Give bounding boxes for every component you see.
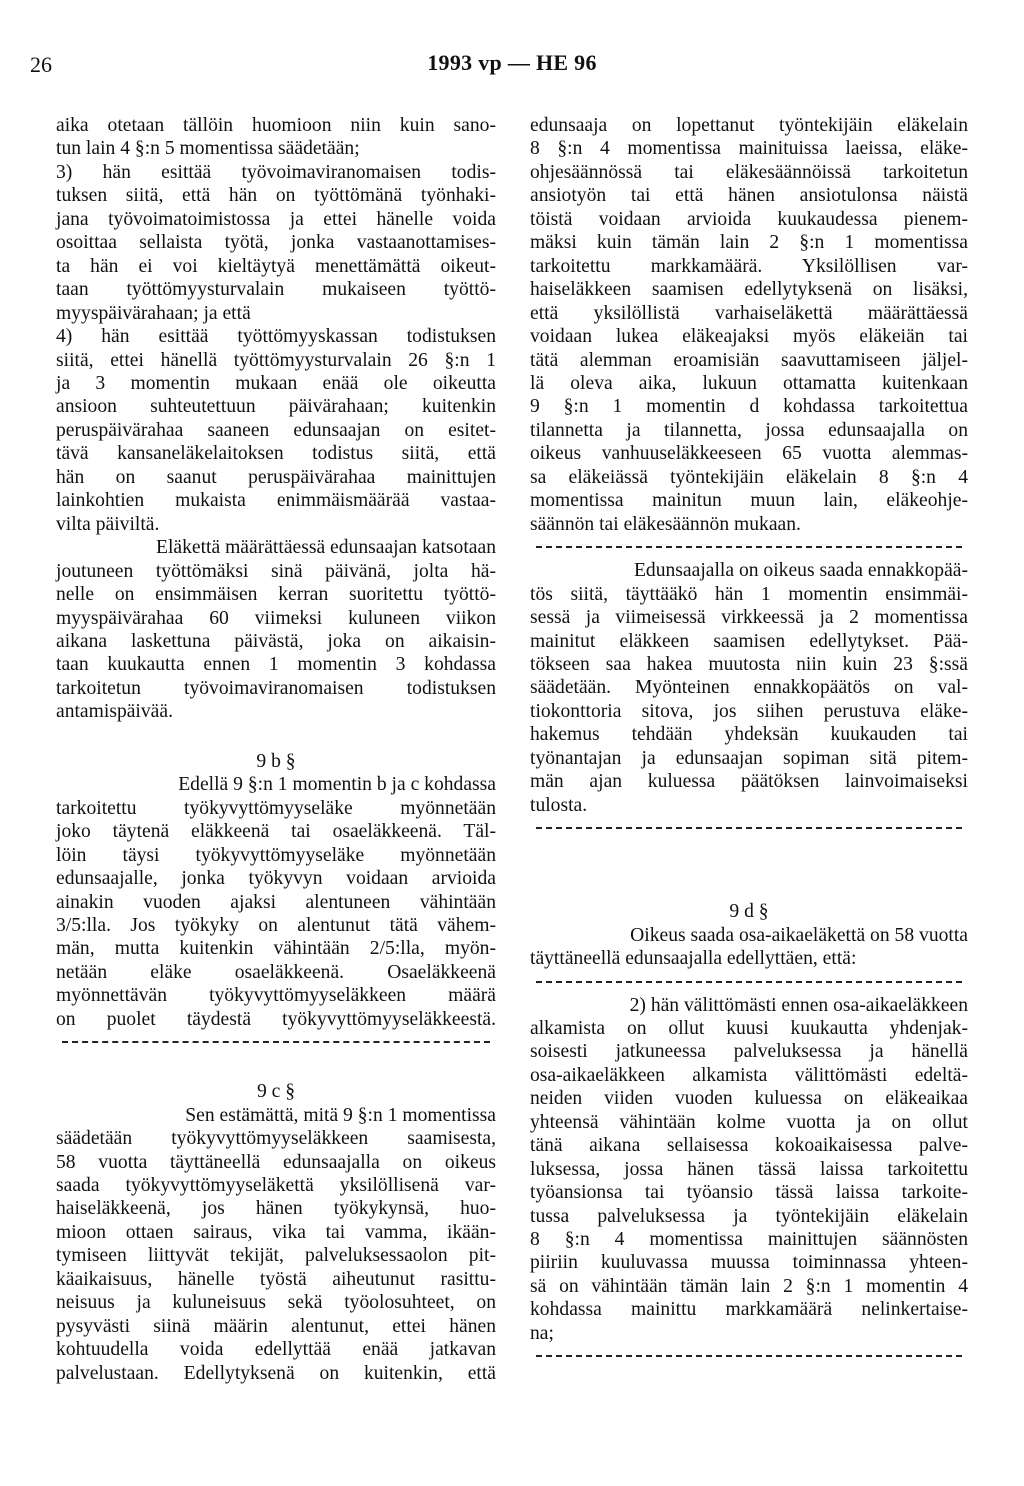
page-number: 26 [30, 52, 52, 77]
text-line: oikeus vanhuuseläkkeeseen 65 vuotta alemmas- [530, 443, 968, 465]
text-line: luksessa, jossa hänen tässä laissa tarkoitettu [530, 1158, 968, 1180]
text-line: lä oleva aika, lukuun ottamatta kuitenkaan [530, 372, 968, 394]
text-line: ja 3 momentin mukaan enää ole oikeutta [56, 372, 496, 394]
text-line: Edellä 9 §:n 1 momentin b ja c kohdassa [178, 774, 496, 796]
text-line: haiseläkkeen saamisen edellytyksenä on lisäksi, [530, 279, 968, 301]
text-line: pysyvästi siinä määrin alentunut, ettei hänen [56, 1315, 496, 1337]
omission-separator [530, 817, 968, 840]
text-line: lainkohtien mukaista enimmäismäärää vastaa- [56, 490, 496, 512]
text-line: tävä kansaneläkelaitoksen todistus siitä, että [56, 443, 496, 465]
text-line: työnantajan ja edunsaajan sopiman sitä pitem- [530, 747, 968, 769]
text-line: ohjesäännössä tai eläkesäännöissä tarkoitetun [530, 161, 968, 183]
omission-separator [530, 1345, 968, 1368]
section-heading: 9 d § [729, 901, 769, 923]
text-line: säädetään. Myönteinen ennakkopäätös on val- [530, 677, 968, 699]
text-line: töistä voidaan arvioida kuukaudessa pienem- [530, 208, 968, 230]
text-line: joutuneen työttömäksi sinä päivänä, jolta hä- [56, 560, 496, 582]
text-line: edunsaajalle, jonka työkyvyn voidaan arvioida [56, 868, 496, 890]
omission-separator [530, 536, 968, 559]
text-line: tös siitä, täyttääkö hän 1 momentin ensimmäi- [530, 583, 968, 605]
text-line: tökseen saa hakea muutosta niin kuin 23 §:ssä [530, 653, 968, 675]
text-line: antamispäivää. [56, 701, 173, 723]
text-line: netään eläke osaeläkkeenä. Osaeläkkeenä [56, 961, 496, 983]
text-line: sä on vähintään tämän lain 2 §:n 1 momentin 4 [530, 1275, 968, 1297]
text-line: 3) hän esittää työvoimaviranomaisen todis- [56, 161, 496, 183]
text-line: ansiotyön tai että hänen ansiotulonsa näistä [530, 185, 968, 207]
text-line: neiden viiden vuoden kuluessa on eläkeaikaa [530, 1088, 968, 1110]
text-line: käaikaisuus, hänelle työstä aiheutunut rasittu- [56, 1268, 496, 1290]
text-line: sessä ja viimeisessä virkkeessä ja 2 momentissa [530, 607, 968, 629]
text-line: 9 §:n 1 momentin d kohdassa tarkoitettua [530, 396, 968, 418]
text-line: peruspäivärahaa saaneen edunsaajan on esitet- [56, 419, 496, 441]
section-heading: 9 c § [256, 1081, 296, 1103]
text-line: tätä alemman eroamisiän saavuttamiseen jäljel- [530, 349, 968, 371]
text-line: 3/5:lla. Jos työkyky on alentunut tätä vähem- [56, 914, 496, 936]
text-line: tun lain 4 §:n 5 momentissa säädetään; [56, 138, 360, 160]
text-line: löin täysi työkyvyttömyyseläke myönnetään [56, 844, 496, 866]
text-line: tarkoitettu työkyvyttömyyseläke myönnetään [56, 797, 496, 819]
text-line: 8 §:n 4 momentissa mainittujen säännösten [530, 1229, 968, 1251]
text-line: soisesti jatkuneessa palveluksessa ja hänellä [530, 1041, 968, 1063]
text-line: joko täytenä eläkkeenä tai osaeläkkeenä. Täl- [56, 821, 496, 843]
text-line: 4) hän esittää työttömyyskassan todistuksen [56, 326, 496, 348]
text-line: yhteensä vähintään kolme vuotta ja on ollut [530, 1111, 968, 1133]
text-line: edunsaaja on lopettanut työntekijäin eläkelain [530, 115, 968, 136]
text-line: tilannetta ja tilannetta, jossa edunsaajalla on [530, 419, 968, 441]
text-line: hän on saanut peruspäivärahaa mainittujen [56, 466, 496, 488]
left-column [56, 114, 496, 1385]
text-line: tarkoitetun työvoimaviranomaisen todistuksen [56, 677, 496, 699]
text-line: täyttäneellä edunsaajalla edellyttäen, että: [530, 948, 857, 970]
text-line: myyspäivärahaa 60 viimeksi kuluneen viikon [56, 607, 496, 629]
text-line: tuksen siitä, että hän on työttömänä työnhaki- [56, 185, 496, 207]
text-line: tarkoitettu markkamäärä. Yksilöllisen var- [530, 255, 968, 277]
text-line: taan työttömyysturvalain mukaiseen työttö- [56, 279, 496, 301]
text-line: työansionsa tai työansio tässä laissa tarkoite- [530, 1182, 968, 1204]
section-heading: 9 b § [256, 750, 296, 772]
text-line: jana työvoimatoimistossa ja ettei hänelle voida [56, 208, 496, 230]
text-line: kohtuudella voida edellyttää enää jatkavan [56, 1339, 496, 1361]
text-line: ta hän ei voi kieltäytyä menettämättä oikeut- [56, 255, 496, 277]
text-line: Eläkettä määrättäessä edunsaajan katsotaan [155, 537, 496, 559]
text-line: Edunsaajalla on oikeus saada ennakkopää- [633, 560, 968, 582]
text-line: män, mutta kuitenkin vähintään 2/5:lla, myön- [56, 938, 496, 960]
text-line: män ajan kuluessa päätöksen lainvoimaiseksi [530, 771, 968, 793]
text-line: tymiseen liittyvät tekijät, palveluksessaolon pit- [56, 1245, 496, 1267]
text-line: ansioon suhteutettuun päivärahaan; kuitenkin [56, 396, 496, 418]
text-line: momentissa mainitun muun lain, eläkeohje- [530, 490, 968, 512]
text-line: siitä, ettei hänellä työttömyysturvalain 26 §:n 1 [56, 349, 496, 371]
text-line: säädetään työkyvyttömyyseläkkeen saamisesta, [56, 1128, 496, 1150]
omission-separator [56, 1031, 496, 1054]
text-line: mainitut eläkkeen saamisen edellytykset. Pää- [530, 630, 968, 652]
text-line: tussa palveluksessa ja työntekijäin eläkelain [530, 1205, 968, 1227]
text-line: 8 §:n 4 momentissa mainituissa laeissa, eläke- [530, 138, 968, 160]
text-line: mioon ottaen sairaus, vika tai vamma, ikään- [56, 1221, 496, 1243]
text-line: tulosta. [530, 794, 588, 816]
text-line: voidaan lukea eläkeajaksi myös eläkeiän tai [530, 326, 968, 348]
text-line: myönnettävän työkyvyttömyyseläkkeen määrä [56, 985, 496, 1007]
text-line: kohdassa mainittu markkamäärä nelinkertaise- [530, 1299, 968, 1321]
text-line: taan kuukautta ennen 1 momentin 3 kohdassa [56, 654, 496, 676]
text-line: na; [530, 1322, 554, 1344]
text-line: osa-aikaeläkkeen alkamista välittömästi edeltä- [530, 1064, 968, 1086]
text-line: on puolet täydestä työkyvyttömyyseläkkeestä. [56, 1008, 496, 1030]
text-line: aika otetaan tällöin huomioon niin kuin sano- [56, 115, 496, 136]
text-line: tiokonttoria sitova, jos siihen perustuva eläke- [530, 700, 968, 722]
text-line: alkamista on ollut kuusi kuukautta yhdenjak- [530, 1017, 968, 1039]
text-line: mäksi kuin tämän lain 2 §:n 1 momentissa [530, 232, 968, 254]
text-line: ainakin vuoden ajaksi alentuneen vähintään [56, 891, 496, 913]
text-line: sa eläkeiässä työntekijäin eläkelain 8 §:n 4 [530, 466, 968, 488]
text-line: piiriin kuuluvassa muussa toiminnassa yhteen- [530, 1252, 968, 1274]
text-line: osoittaa sellaista työtä, jonka vastaanottamises- [56, 232, 496, 254]
text-line: palvelustaan. Edellytyksenä on kuitenkin, että [56, 1362, 496, 1384]
text-line: että yksilöllistä varhaiseläkettä määrättäessä [530, 302, 968, 324]
text-line: 58 vuotta täyttäneellä edunsaajalla on oikeus [56, 1151, 496, 1173]
text-line: tänä aikana sellaisessa kokoaikaisessa palve- [530, 1135, 968, 1157]
text-line: 2) hän välittömästi ennen osa-aikaeläkkeen [629, 994, 968, 1016]
text-line: nelle on ensimmäisen kerran suoritettu työttö- [56, 584, 496, 606]
spacer [56, 1054, 496, 1080]
text-line: Sen estämättä, mitä 9 §:n 1 momentissa [185, 1104, 496, 1126]
running-header: 1993 vp — HE 96 [427, 50, 597, 75]
text-line: haiseläkkeenä, jos hänen työkykynsä, huo- [56, 1198, 496, 1220]
text-line: vilta päiviltä. [56, 513, 160, 535]
text-line: hakemus tehdään yhdeksän kuukauden tai [530, 724, 968, 746]
text-line: aikana laskettuna päivästä, joka on aikaisin- [56, 630, 496, 652]
text-line: saada työkyvyttömyyseläkettä yksilöllisenä var- [56, 1175, 496, 1197]
omission-separator [530, 971, 968, 994]
text-line: säännön tai eläkesäännön mukaan. [530, 513, 801, 535]
text-line: neisuus ja kuluneisuus sekä työolosuhteet, on [56, 1292, 496, 1314]
spacer [530, 840, 968, 900]
text-line: Oikeus saada osa-aikaeläkettä on 58 vuotta [630, 924, 968, 946]
right-column [530, 114, 968, 1368]
text-line: myyspäivärahaan; ja että [56, 302, 251, 324]
spacer [56, 724, 496, 750]
